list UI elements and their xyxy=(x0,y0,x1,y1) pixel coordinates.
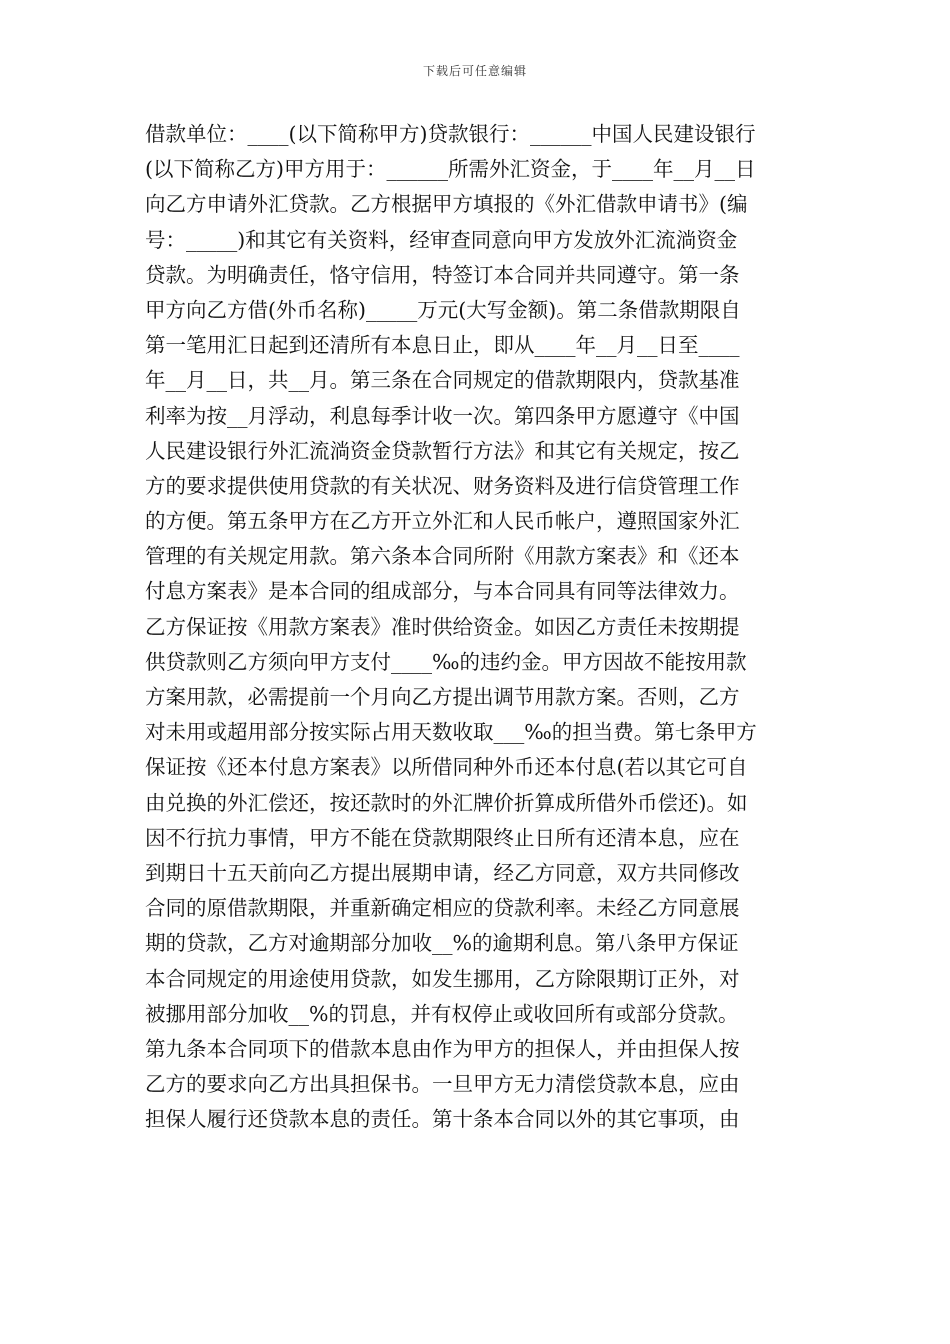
body-line: 供贷款则乙方须向甲方支付____‰的违约金。甲方因故不能按用款 xyxy=(145,649,747,674)
body-line: 号：_____)和其它有关资料，经审查同意向甲方发放外汇流淌资金 xyxy=(145,227,738,252)
body-line: 第九条本合同项下的借款本息由作为甲方的担保人，并由担保人按 xyxy=(145,1036,740,1061)
body-line: 付息方案表》是本合同的组成部分，与本合同具有同等法律效力。 xyxy=(145,579,740,604)
body-line: 甲方向乙方借(外币名称)_____万元(大写金额)。第二条借款期限自 xyxy=(145,297,741,322)
body-line: 乙方保证按《用款方案表》准时供给资金。如因乙方责任未按期提 xyxy=(145,614,740,639)
body-line: 合同的原借款期限，并重新确定相应的贷款利率。未经乙方同意展 xyxy=(145,896,740,921)
body-line: (以下简称乙方)甲方用于：______所需外汇资金，于____年__月__日 xyxy=(145,157,756,182)
body-line: 因不行抗力事情，甲方不能在贷款期限终止日所有还清本息，应在 xyxy=(145,825,740,850)
body-line: 由兑换的外汇偿还，按还款时的外汇牌价折算成所借外币偿还)。如 xyxy=(145,790,748,815)
body-line: 方案用款，必需提前一个月向乙方提出调节用款方案。否则，乙方 xyxy=(145,685,740,709)
body-line: 人民建设银行外汇流淌资金贷款暂行方法》和其它有关规定，按乙 xyxy=(145,438,740,463)
body-line: 的方便。第五条甲方在乙方开立外汇和人民币帐户，遵照国家外汇 xyxy=(145,509,740,534)
body-line: 被挪用部分加收__%的罚息，并有权停止或收回所有或部分贷款。 xyxy=(145,1001,739,1026)
body-line: 方的要求提供使用贷款的有关状况、财务资料及进行信贷管理工作 xyxy=(145,473,740,498)
body-line: 担保人履行还贷款本息的责任。第十条本合同以外的其它事项，由 xyxy=(145,1107,740,1132)
body-line: 本合同规定的用途使用贷款，如发生挪用，乙方除限期订正外，对 xyxy=(145,966,740,991)
body-line: 利率为按__月浮动，利息每季计收一次。第四条甲方愿遵守《中国 xyxy=(145,403,740,428)
body-line: 第一笔用汇日起到还清所有本息日止，即从____年__月__日至____ xyxy=(145,333,740,358)
body-line: 保证按《还本付息方案表》以所借同种外币还本付息(若以其它可自 xyxy=(145,755,748,780)
contract-body xyxy=(145,117,810,1137)
body-line: 期的贷款，乙方对逾期部分加收__%的逾期利息。第八条甲方保证 xyxy=(145,931,739,956)
body-line: 年__月__日，共__月。第三条在合同规定的借款期限内，贷款基准 xyxy=(145,368,740,393)
body-line: 管理的有关规定用款。第六条本合同所附《用款方案表》和《还本 xyxy=(145,544,740,569)
page-header: 下载后可任意编辑 xyxy=(422,64,527,78)
body-line: 对未用或超用部分按实际占用天数收取___‰的担当费。第七条甲方 xyxy=(145,720,757,745)
body-line: 乙方的要求向乙方出具担保书。一旦甲方无力清偿贷款本息，应由 xyxy=(145,1072,740,1097)
body-line: 借款单位：____(以下简称甲方)贷款银行：______中国人民建设银行 xyxy=(145,122,756,146)
body-line: 向乙方申请外汇贷款。乙方根据甲方填报的《外汇借款申请书》(编 xyxy=(145,192,748,217)
body-line: 贷款。为明确责任，恪守信用，特签订本合同并共同遵守。第一条 xyxy=(145,262,740,287)
body-line: 到期日十五天前向乙方提出展期申请，经乙方同意，双方共同修改 xyxy=(145,860,740,885)
